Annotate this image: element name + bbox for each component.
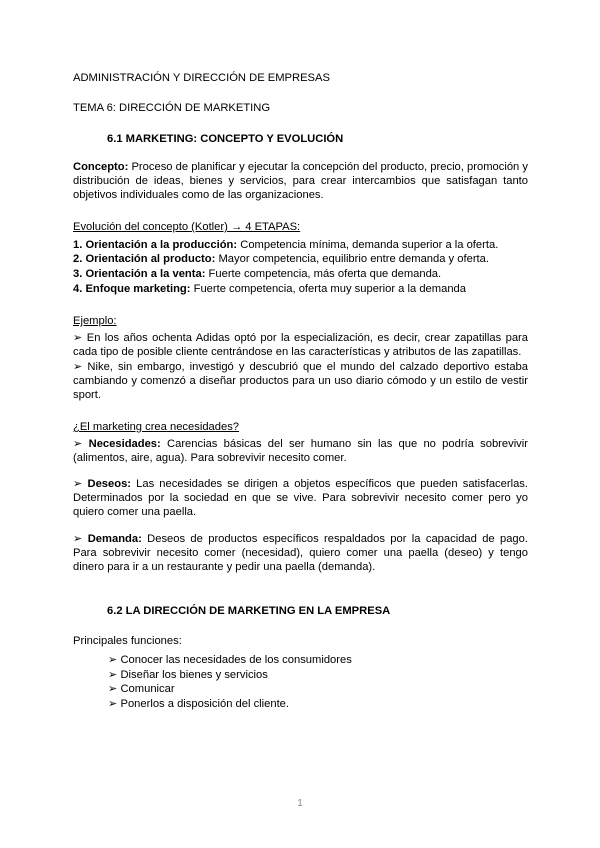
example-adidas: ➢ En los años ochenta Adidas optó por la especialización, es decir, crear zapatillas para cada tipo de posible cliente centrándose en las características y atributos de las zapatillas. <box>73 332 528 358</box>
stage-label: 4. Enfoque marketing: <box>73 283 191 295</box>
demand-paragraph <box>73 532 528 574</box>
function-item: ➢ Diseñar los bienes y servicios <box>108 669 268 681</box>
concept-label: Concepto: <box>73 161 129 173</box>
function-item: ➢ Ponerlos a disposición del cliente. <box>108 698 290 710</box>
functions-intro: Principales funciones: <box>73 635 182 647</box>
evolution-title: Evolución del concepto (Kotler) → 4 ETAPAS: <box>73 221 301 233</box>
stage-item <box>73 252 489 266</box>
wants-text: Las necesidades se dirigen a objetos específicos que pueden satisfacerlas. Determinados por la sociedad en que se vive. Para sobrevivir necesito comer pero yo quiero comer una paella. <box>73 478 529 518</box>
topic-title: TEMA 6: DIRECCIÓN DE MARKETING <box>73 102 271 114</box>
stage-item <box>73 238 498 252</box>
example-nike: ➢ Nike, sin embargo, investigó y descubrió que el mundo del calzado deportivo estaba cambiando y comenzó a diseñar productos para un uso diario cómodo y un estilo de vestir sport. <box>73 361 528 401</box>
stage-label: 2. Orientación al producto: <box>73 253 216 265</box>
stage-text: Fuerte competencia, oferta muy superior a la demanda <box>193 283 466 295</box>
section-1-heading: 6.1 MARKETING: CONCEPTO Y EVOLUCIÓN <box>107 133 344 145</box>
demand-label: Demanda: <box>87 533 142 545</box>
course-title: ADMINISTRACIÓN Y DIRECCIÓN DE EMPRESAS <box>73 72 330 84</box>
arrow-bullet-icon: ➢ <box>73 533 88 545</box>
needs-paragraph <box>73 437 528 465</box>
concept-paragraph <box>73 160 528 202</box>
stage-text: Fuerte competencia, más oferta que demanda. <box>208 268 442 280</box>
wants-label: Deseos: <box>87 478 132 490</box>
stage-text: Mayor competencia, equilibrio entre demanda y oferta. <box>218 253 489 265</box>
wants-paragraph <box>73 477 528 519</box>
function-item: ➢ Conocer las necesidades de los consumidores <box>108 654 352 666</box>
concept-text: Proceso de planificar y ejecutar la concepción del producto, precio, promoción y distribución de ideas, bienes y servicios, para crear intercambios que satisfagan tanto objetivos individuales como de las organizaciones. <box>73 161 528 201</box>
arrow-bullet-icon: ➢ <box>73 478 88 490</box>
page-number: 1 <box>297 798 303 809</box>
stage-label: 3. Orientación a la venta: <box>73 268 206 280</box>
stage-item <box>73 267 441 281</box>
needs-text: Carencias básicas del ser humano sin las que no podría sobrevivir (alimentos, aire, agua). Para sobrevivir necesito comer. <box>73 438 528 464</box>
stage-item <box>73 282 466 296</box>
section-2-heading: 6.2 LA DIRECCIÓN DE MARKETING EN LA EMPRESA <box>107 605 391 617</box>
stage-text: Competencia mínima, demanda superior a la oferta. <box>240 239 499 251</box>
stage-label: 1. Orientación a la producción: <box>73 239 238 251</box>
function-item: ➢ Comunicar <box>108 683 175 695</box>
needs-label: Necesidades: <box>88 438 161 450</box>
question-title: ¿El marketing crea necesidades? <box>73 421 240 433</box>
example-title: Ejemplo: <box>73 315 117 327</box>
demand-text: Deseos de productos específicos respaldados por la capacidad de pago. Para sobrevivir necesito comer (necesidad), quiero comer una paella (deseo) y tengo dinero para ir a un restaurante y pedir una paella (demanda). <box>73 533 528 573</box>
arrow-bullet-icon: ➢ <box>73 438 89 450</box>
